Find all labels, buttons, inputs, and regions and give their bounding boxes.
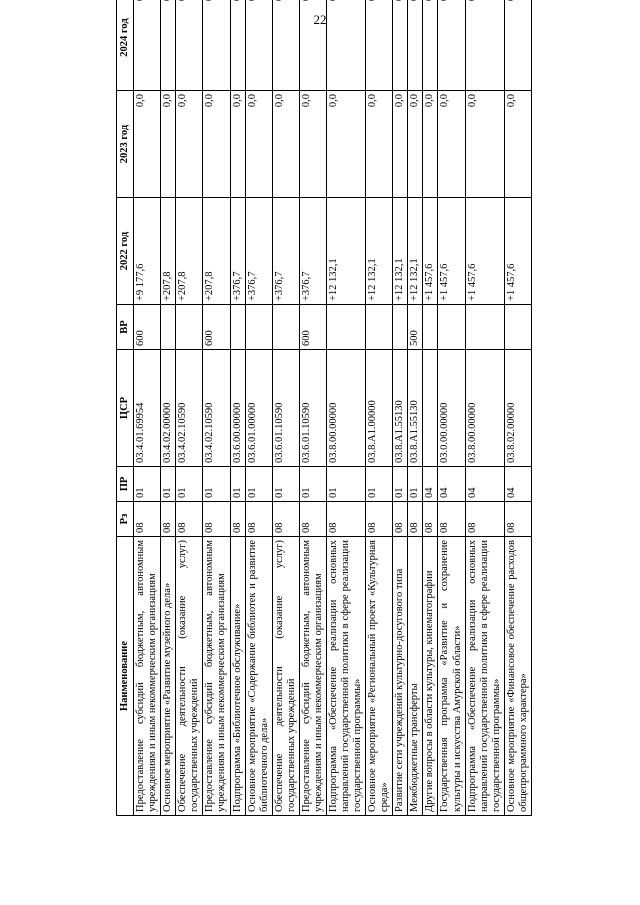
- cell-2022: +376,7: [230, 198, 245, 305]
- table-row: [438, 0, 465, 816]
- cell-2024: [203, 0, 230, 91]
- cell-2024: [504, 0, 531, 91]
- table-row: [161, 0, 176, 816]
- cell-2022: +1 457,6: [504, 198, 531, 305]
- cell-pr: 01: [245, 467, 272, 502]
- cell-pr: 01: [134, 467, 161, 502]
- cell-2022: +12 132,1: [326, 198, 365, 305]
- cell-vr: [161, 305, 176, 350]
- cell-name: Подпрограмма «Обеспечение реализации основных направлений государственной политики в сфере реализации государственной программы»: [465, 537, 504, 816]
- table-row: [393, 0, 408, 816]
- cell-rz: 08: [465, 502, 504, 537]
- cell-2022: +1 457,6: [438, 198, 465, 305]
- cell-name: Подпрограмма «Обеспечение реализации основных направлений государственной политики в сфере реализации государственной программы»: [326, 537, 365, 816]
- cell-rz: 08: [408, 502, 423, 537]
- cell-2022: +207,8: [161, 198, 176, 305]
- cell-name: Предоставление субсидий бюджетным, автономным учреждениям и иным некоммерческим организациям: [134, 537, 161, 816]
- cell-2023: 0,0: [203, 91, 230, 198]
- table-row: [465, 0, 504, 816]
- cell-csr: 03.8.00.00000: [465, 350, 504, 467]
- table-row: [504, 0, 531, 816]
- cell-2023: 0,0: [366, 91, 393, 198]
- cell-name: Межбюджетные трансферты: [408, 537, 423, 816]
- cell-2022: +376,7: [245, 198, 272, 305]
- cell-2022: +207,8: [176, 198, 203, 305]
- cell-pr: 01: [326, 467, 365, 502]
- cell-vr: [326, 305, 365, 350]
- table-row: [230, 0, 245, 816]
- cell-2023: 0,0: [408, 91, 423, 198]
- cell-2023: 0,0: [465, 91, 504, 198]
- cell-pr: 01: [272, 467, 299, 502]
- cell-2023: 0,0: [299, 91, 326, 198]
- cell-rz: 08: [423, 502, 438, 537]
- table-row: [272, 0, 299, 816]
- cell-name: Другие вопросы в области культуры, кинематографии: [423, 537, 438, 816]
- cell-vr: [423, 305, 438, 350]
- header-2024: 2024 год: [117, 0, 134, 91]
- cell-2022: +1 457,6: [465, 198, 504, 305]
- cell-2023: 0,0: [230, 91, 245, 198]
- budget-table: [116, 0, 532, 816]
- cell-rz: 08: [438, 502, 465, 537]
- header-2022: 2022 год: [117, 198, 134, 305]
- cell-vr: [230, 305, 245, 350]
- cell-name: Предоставление субсидий бюджетным, автономным учреждениям и иным некоммерческим организациям: [299, 537, 326, 816]
- cell-rz: 08: [203, 502, 230, 537]
- cell-csr: 03.6.01.10590: [272, 350, 299, 467]
- cell-2022: +12 132,1: [408, 198, 423, 305]
- cell-2022: +9 177,6: [134, 198, 161, 305]
- cell-name: Основное мероприятие «Содержание библиотек и развитие библиотечного дела»: [245, 537, 272, 816]
- table-row: [408, 0, 423, 816]
- cell-2023: 0,0: [438, 91, 465, 198]
- cell-2024: [272, 0, 299, 91]
- table-header-row: [117, 0, 134, 816]
- cell-csr: 03.4.02.10590: [203, 350, 230, 467]
- cell-2024: [438, 0, 465, 91]
- cell-pr: 04: [438, 467, 465, 502]
- cell-rz: 08: [393, 502, 408, 537]
- cell-2024: [393, 0, 408, 91]
- cell-csr: 03.6.01.10590: [299, 350, 326, 467]
- cell-2022: +1 457,6: [423, 198, 438, 305]
- cell-csr: 03.4.01.69954: [134, 350, 161, 467]
- table-row: [176, 0, 203, 816]
- cell-csr: 03.8.A1.55130: [408, 350, 423, 467]
- cell-2023: 0,0: [326, 91, 365, 198]
- cell-name: Основное мероприятие «Развитие музейного дела»: [161, 537, 176, 816]
- cell-pr: 01: [203, 467, 230, 502]
- cell-2024: [134, 0, 161, 91]
- cell-rz: 08: [245, 502, 272, 537]
- cell-csr: 03.6.00.00000: [230, 350, 245, 467]
- cell-pr: 04: [423, 467, 438, 502]
- cell-vr: [465, 305, 504, 350]
- header-csr: ЦСР: [117, 350, 134, 467]
- cell-name: Государственная программа «Развитие и сохранение культуры и искусства Амурской области»: [438, 537, 465, 816]
- cell-csr: 03.8.00.00000: [326, 350, 365, 467]
- cell-pr: 01: [176, 467, 203, 502]
- table-row: [299, 0, 326, 816]
- cell-2024: [245, 0, 272, 91]
- cell-pr: 01: [366, 467, 393, 502]
- cell-csr: 03.0.00.00000: [438, 350, 465, 467]
- cell-2022: +12 132,1: [393, 198, 408, 305]
- table-row: [134, 0, 161, 816]
- cell-2022: +12 132,1: [366, 198, 393, 305]
- cell-csr: 03.4.02.00000: [161, 350, 176, 467]
- cell-2023: 0,0: [176, 91, 203, 198]
- cell-2024: [176, 0, 203, 91]
- cell-2023: 0,0: [393, 91, 408, 198]
- table-row: [366, 0, 393, 816]
- cell-2024: [299, 0, 326, 91]
- cell-rz: 08: [504, 502, 531, 537]
- header-rz: Рз: [117, 502, 134, 537]
- cell-csr: 03.6.01.00000: [245, 350, 272, 467]
- cell-pr: 01: [393, 467, 408, 502]
- cell-vr: 600: [203, 305, 230, 350]
- cell-vr: [504, 305, 531, 350]
- cell-vr: [438, 305, 465, 350]
- cell-2022: +207,8: [203, 198, 230, 305]
- cell-pr: 04: [465, 467, 504, 502]
- cell-pr: 01: [161, 467, 176, 502]
- cell-2023: 0,0: [245, 91, 272, 198]
- cell-2023: 0,0: [272, 91, 299, 198]
- cell-2024: [366, 0, 393, 91]
- table-row: [245, 0, 272, 816]
- cell-rz: 08: [366, 502, 393, 537]
- cell-rz: 08: [176, 502, 203, 537]
- cell-vr: [366, 305, 393, 350]
- cell-name: Предоставление субсидий бюджетным, автономным учреждениям и иным некоммерческим организациям: [203, 537, 230, 816]
- cell-2023: 0,0: [134, 91, 161, 198]
- cell-2023: 0,0: [504, 91, 531, 198]
- cell-csr: 03.4.02.10590: [176, 350, 203, 467]
- cell-csr: 03.8.A1.55130: [393, 350, 408, 467]
- cell-2022: +376,7: [299, 198, 326, 305]
- table-row: [203, 0, 230, 816]
- cell-pr: 01: [230, 467, 245, 502]
- cell-2022: +376,7: [272, 198, 299, 305]
- header-name: Наименование: [117, 537, 134, 816]
- page-number: 22: [313, 12, 327, 27]
- cell-2024: [230, 0, 245, 91]
- cell-rz: 08: [230, 502, 245, 537]
- cell-pr: 01: [408, 467, 423, 502]
- cell-csr: 03.8.A1.00000: [366, 350, 393, 467]
- cell-vr: [272, 305, 299, 350]
- cell-csr: 03.8.02.00000: [504, 350, 531, 467]
- cell-pr: 04: [504, 467, 531, 502]
- table-row: [326, 0, 365, 816]
- cell-rz: 08: [134, 502, 161, 537]
- cell-name: Основное мероприятие «Региональный проект «Культурная среда»: [366, 537, 393, 816]
- cell-vr: 500: [408, 305, 423, 350]
- cell-rz: 08: [299, 502, 326, 537]
- cell-csr: [423, 350, 438, 467]
- cell-name: Подпрограмма «Библиотечное обслуживание»: [230, 537, 245, 816]
- header-pr: ПР: [117, 467, 134, 502]
- table-row: [423, 0, 438, 816]
- cell-name: Основное мероприятие «Финансовое обеспечение расходов общепрограммного характера»: [504, 537, 531, 816]
- cell-rz: 08: [161, 502, 176, 537]
- cell-name: Развитие сети учреждений культурно-досугового типа: [393, 537, 408, 816]
- cell-vr: 600: [299, 305, 326, 350]
- header-vr: ВР: [117, 305, 134, 350]
- cell-2023: 0,0: [161, 91, 176, 198]
- cell-vr: [176, 305, 203, 350]
- cell-vr: [245, 305, 272, 350]
- cell-pr: 01: [299, 467, 326, 502]
- cell-vr: 600: [134, 305, 161, 350]
- cell-2024: [408, 0, 423, 91]
- cell-2024: [161, 0, 176, 91]
- cell-2024: [423, 0, 438, 91]
- cell-2023: 0,0: [423, 91, 438, 198]
- cell-2024: [465, 0, 504, 91]
- cell-name: Обеспечение деятельности (оказание услуг) государственных учреждений: [272, 537, 299, 816]
- cell-2024: [326, 0, 365, 91]
- cell-rz: 08: [272, 502, 299, 537]
- header-2023: 2023 год: [117, 91, 134, 198]
- rotated-table-container: [116, 18, 556, 816]
- cell-rz: 08: [326, 502, 365, 537]
- cell-vr: [393, 305, 408, 350]
- cell-name: Обеспечение деятельности (оказание услуг) государственных учреждений: [176, 537, 203, 816]
